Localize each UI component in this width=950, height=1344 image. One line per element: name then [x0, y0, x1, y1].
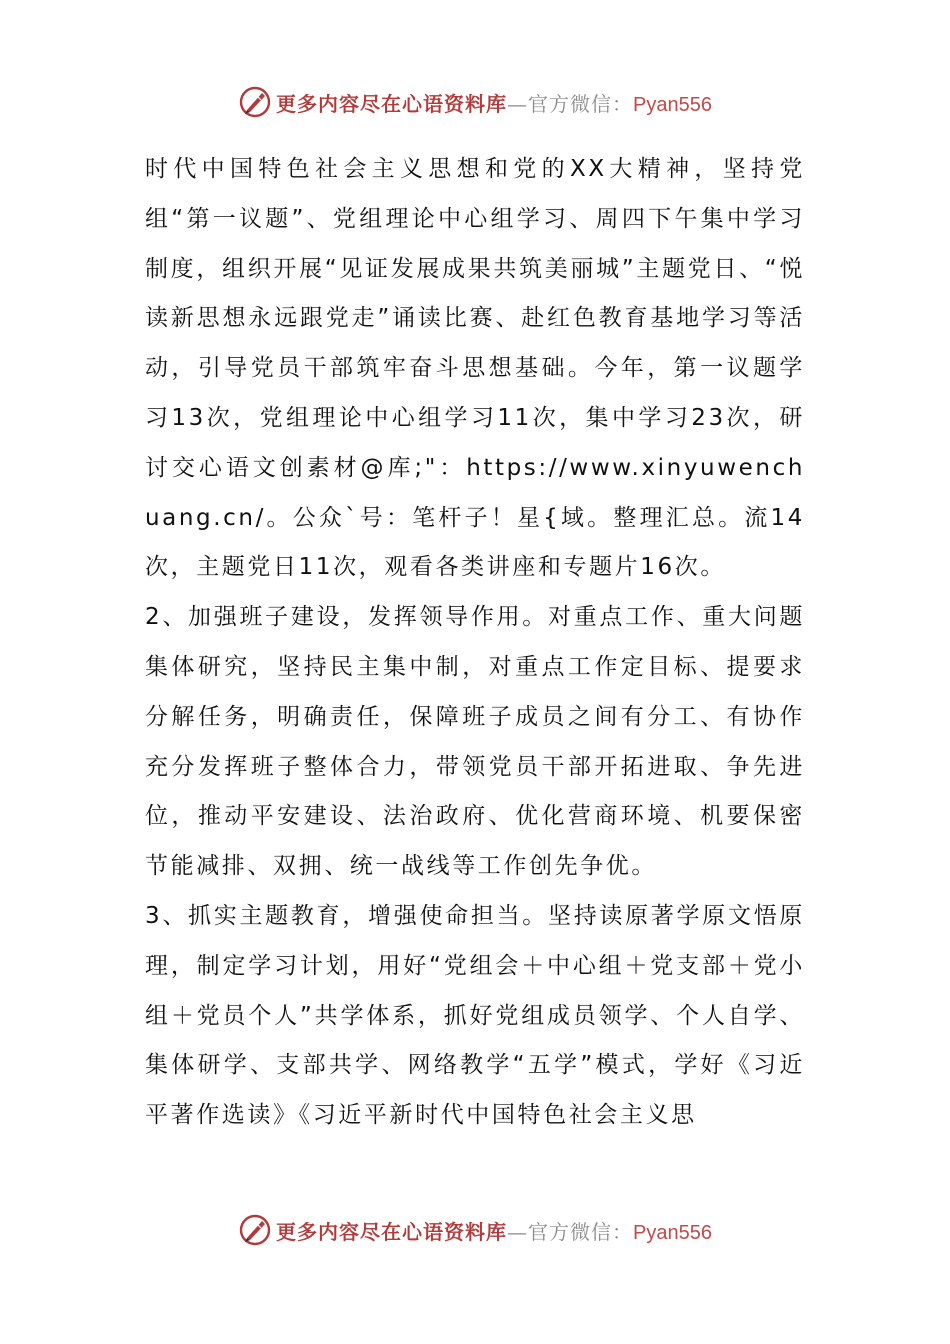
header-wechat-id: Pyan556 [633, 93, 712, 116]
quill-logo-icon [238, 1213, 272, 1247]
paragraph-1: 时代中国特色社会主义思想和党的XX大精神，坚持党组“第一议题”、党组理论中心组学习、周四下午集中学习制度，组织开展“见证发展成果共筑美丽城”主题党日、“悦读新思想永远跟党走”诵读比赛、赴红色教育基地学习等活动，引导党员干部筑牢奋斗思想基础。今年，第一议题学习13次，党组理论中心组学习11次，集中学习23次，研讨交心语文创素材@库;"：https://www.xinyuwenchuang.cn/。公众`号：笔杆子！星{域。整理汇总。流14次，主题党日11次，观看各类讲座和专题片16次。 [145, 156, 805, 581]
header-banner-text [276, 88, 712, 117]
header-banner-dash: — [507, 91, 529, 116]
document-body [145, 145, 805, 1141]
paragraph-2: 2、加强班子建设，发挥领导作用。对重点工作、重大问题集体研究，坚持民主集中制，对重点工作定目标、提要求分解任务，明确责任，保障班子成员之间有分工、有协作充分发挥班子整体合力，带领党员干部开拓进取、争先进位，推动平安建设、法治政府、优化营商环境、机要保密节能减排、双拥、统一战线等工作创先争优。 [145, 604, 805, 880]
paragraph-3: 3、抓实主题教育，增强使命担当。坚持读原著学原文悟原理，制定学习计划，用好“党组会＋中心组＋党支部＋党小组＋党员个人”共学体系，抓好党组成员领学、个人自学、集体研学、支部共学、网络教学“五学”模式，学好《习近平著作选读》《习近平新时代中国特色社会主义思 [145, 902, 805, 1129]
footer-wechat-id: Pyan556 [633, 1221, 712, 1244]
header-banner-main: 更多内容尽在心语资料库 [276, 91, 508, 116]
footer-banner-text [276, 1216, 712, 1245]
header-banner [0, 82, 950, 122]
quill-logo-icon [238, 85, 272, 119]
header-banner-label: 官方微信： [528, 91, 634, 116]
footer-banner [0, 1210, 950, 1250]
footer-banner-label: 官方微信： [528, 1219, 634, 1244]
footer-banner-dash: — [507, 1219, 529, 1244]
footer-banner-main: 更多内容尽在心语资料库 [276, 1219, 508, 1244]
